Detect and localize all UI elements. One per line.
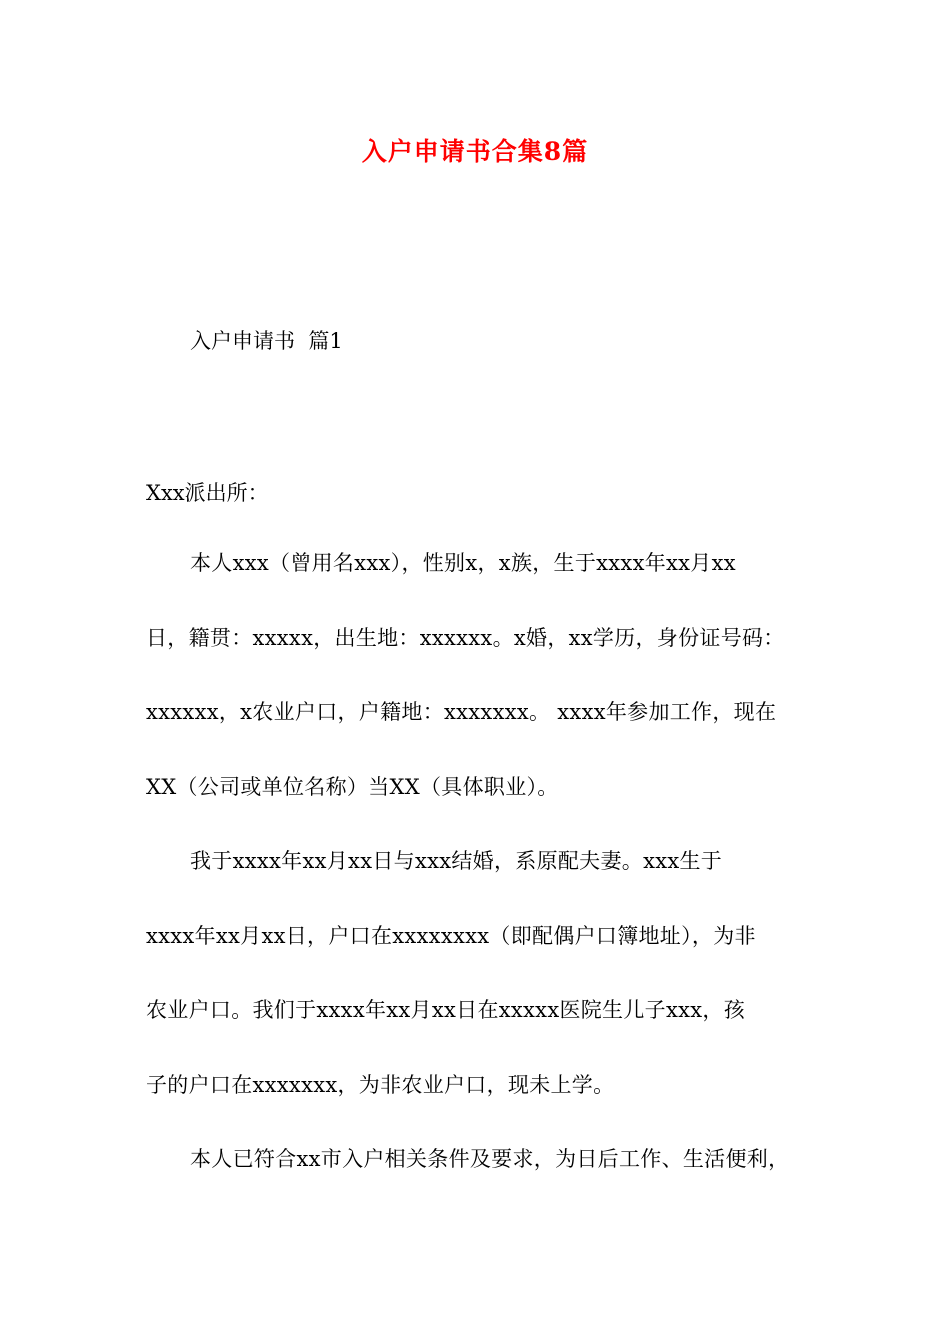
paragraph-line: XX（公司或单位名称）当XX（具体职业）。 [146, 774, 559, 799]
paragraph-line: 本人xxx（曾用名xxx），性别x，x族，生于xxxx年xx月xx [190, 551, 736, 575]
paragraph-line: xxxx年xx月xx日，户口在xxxxxxxx（即配偶户口簿地址），为非 [146, 923, 756, 948]
paragraph-line: 农业户口。我们于xxxx年xx月xx日在xxxxx医院生儿子xxx，孩 [146, 998, 745, 1022]
paragraph-line: 日，籍贯：xxxxx，出生地：xxxxxx。x婚，xx学历，身份证号码： [146, 625, 785, 650]
paragraph-line: xxxxxx，x农业户口，户籍地：xxxxxxx。 xxxx年参加工作，现在 [146, 700, 777, 724]
document-title: 入户申请书合集8篇 [361, 137, 589, 166]
section-heading: 入户申请书 篇1 [190, 329, 343, 353]
paragraph-line: 子的户口在xxxxxxx，为非农业户口，现未上学。 [146, 1072, 615, 1097]
paragraph-line: 本人已符合xx市入户相关条件及要求，为日后工作、生活便利， [190, 1147, 790, 1171]
salutation: Xxx派出所： [146, 481, 269, 505]
paragraph-line: 我于xxxx年xx月xx日与xxx结婚，系原配夫妻。xxx生于 [190, 849, 723, 873]
body-text [146, 548, 808, 1219]
